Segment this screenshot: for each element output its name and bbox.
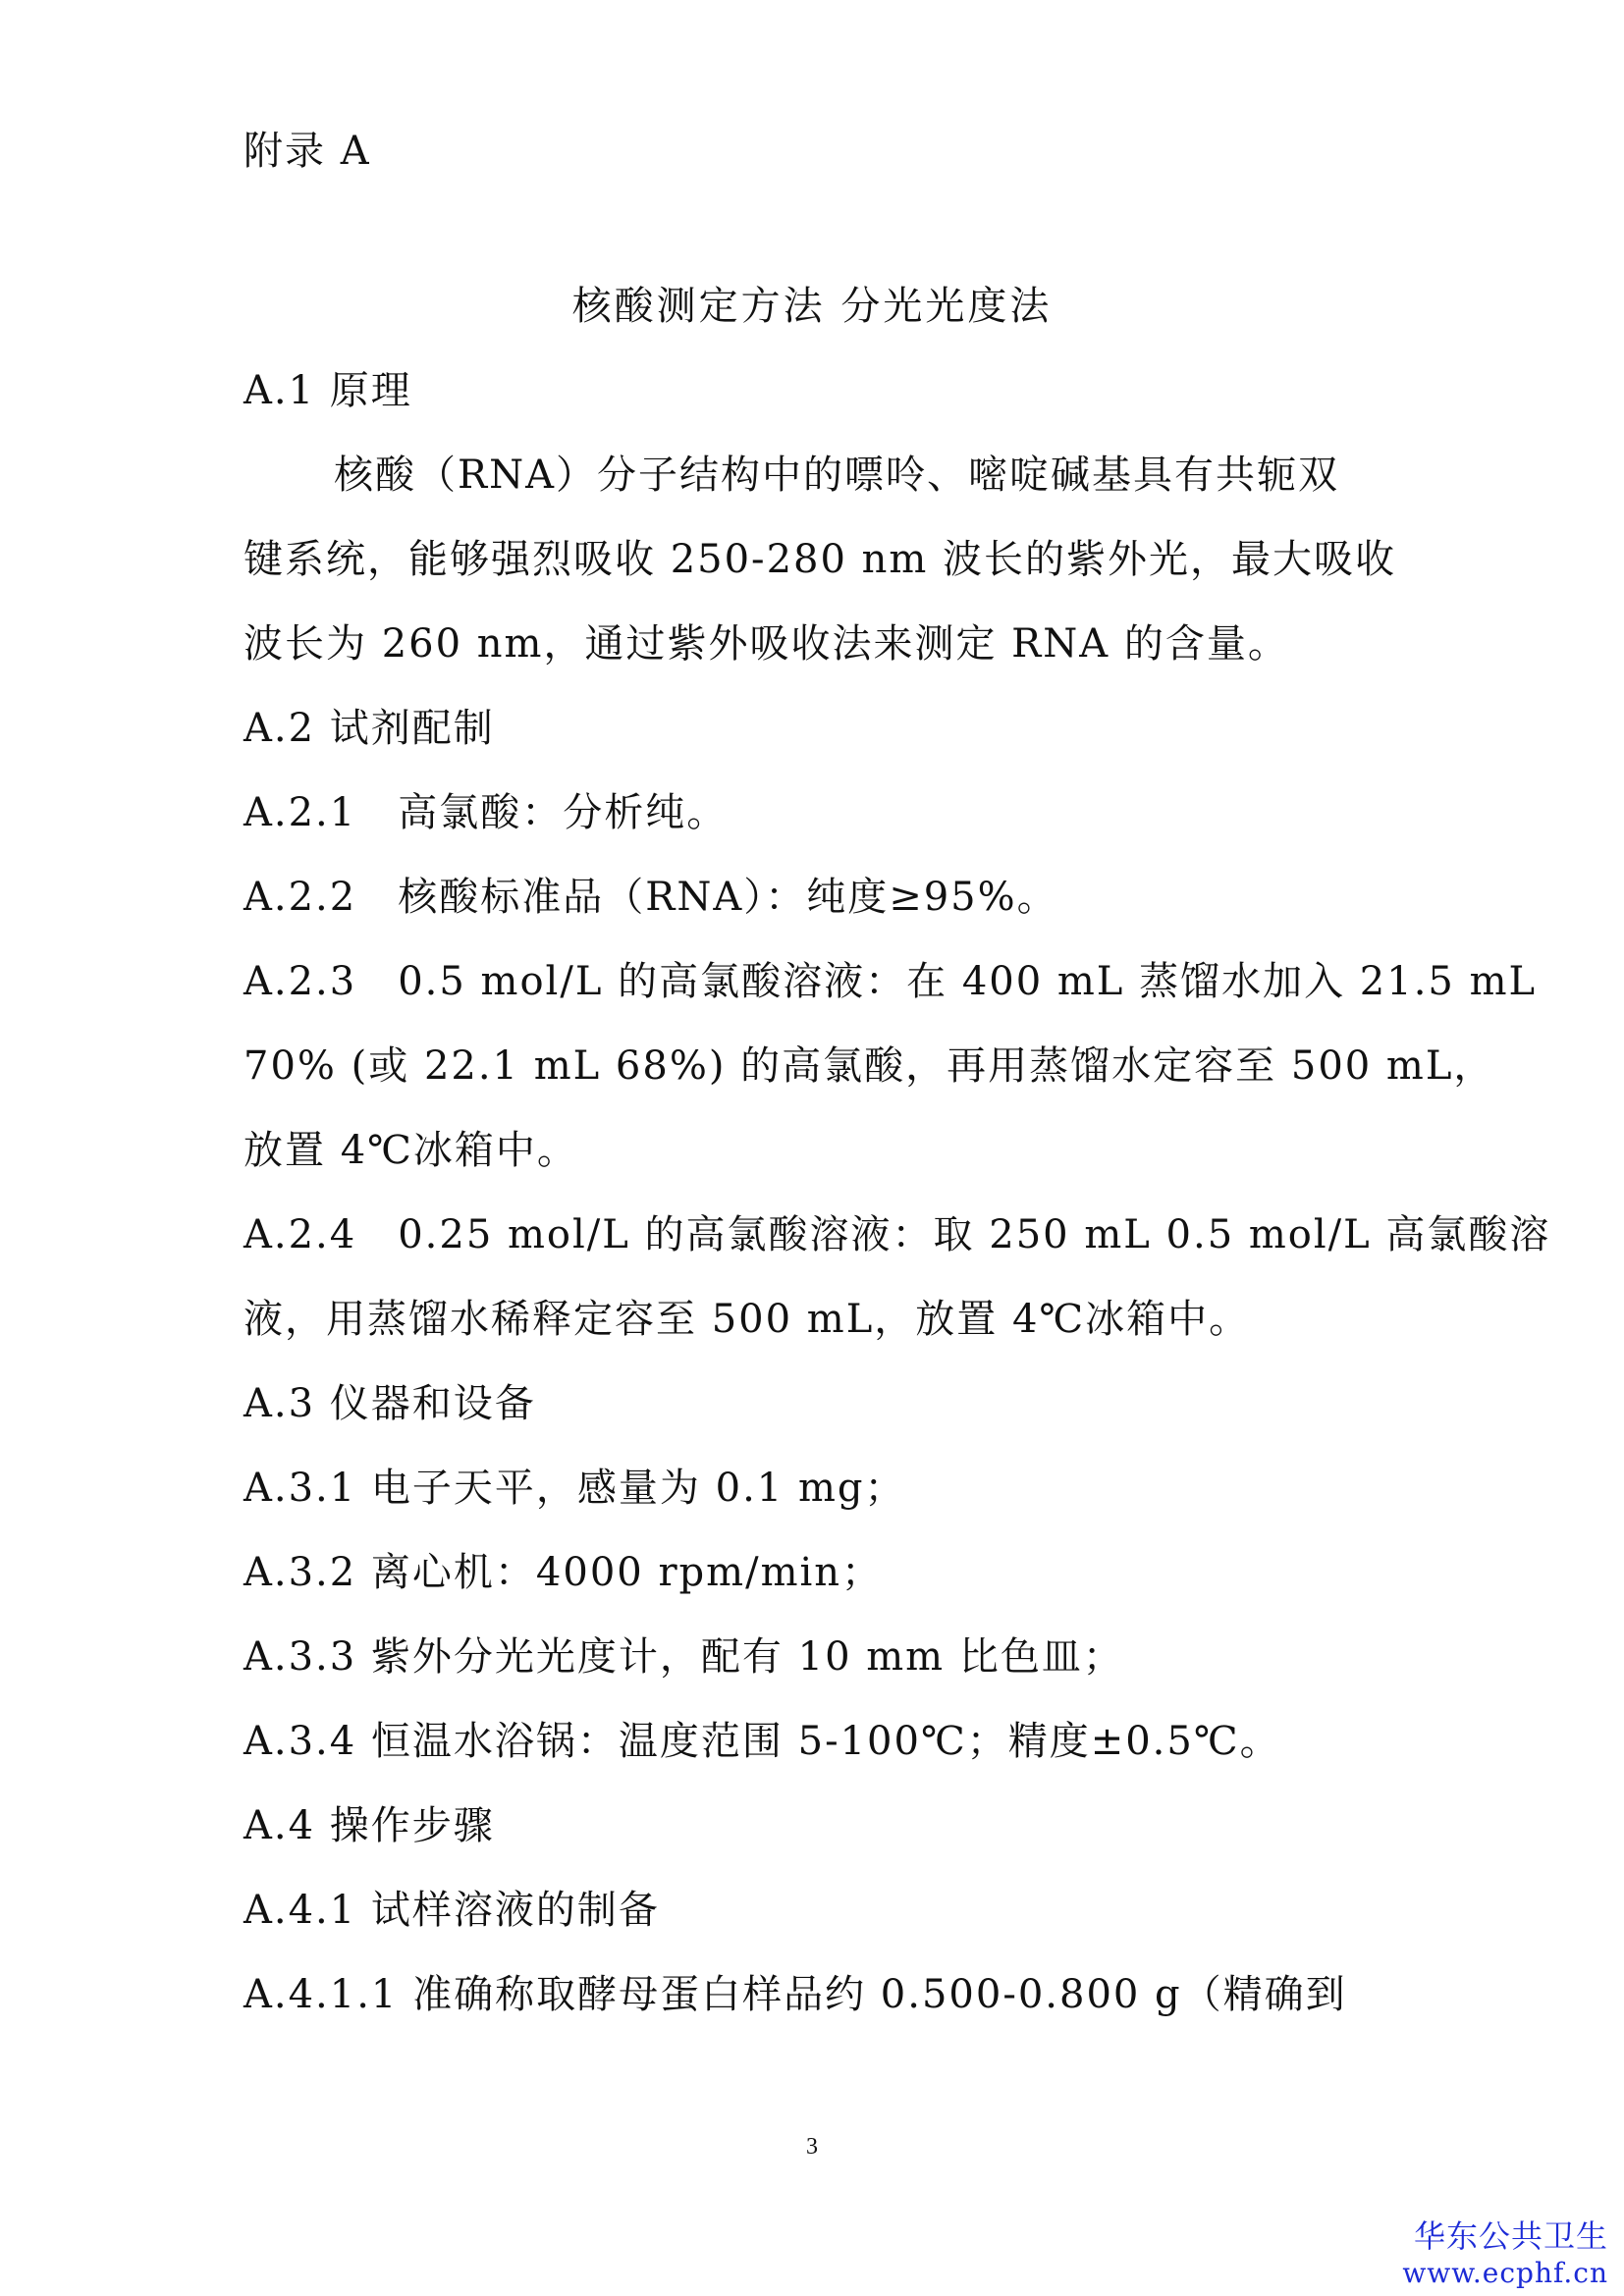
item-a23-line-3: 放置 4℃冰箱中。 [244, 1128, 578, 1173]
paragraph-a1-line-1: 核酸（RNA）分子结构中的嘌呤、嘧啶碱基具有共轭双 [334, 453, 1340, 498]
paragraph-a1-line-3: 波长为 260 nm，通过紫外吸收法来测定 RNA 的含量。 [244, 621, 1289, 667]
item-a24-line-2: 液，用蒸馏水稀释定容至 500 mL，放置 4℃冰箱中。 [244, 1297, 1251, 1342]
item-a32: A.3.2 离心机：4000 rpm/min； [244, 1550, 884, 1595]
section-a3-heading: A.3 仪器和设备 [244, 1381, 536, 1426]
document-title: 核酸测定方法 分光光度法 [571, 284, 1053, 329]
item-a33: A.3.3 紫外分光光度计，配有 10 mm 比色皿； [244, 1634, 1124, 1680]
section-a2-heading: A.2 试剂配制 [244, 706, 495, 751]
watermark-url: www.ecphf.cn [1402, 2257, 1608, 2289]
appendix-label: 附录 A [244, 129, 371, 174]
watermark [1402, 2216, 1608, 2291]
paragraph-a1-line-2: 键系统，能够强烈吸收 250-280 nm 波长的紫外光，最大吸收 [244, 537, 1397, 582]
item-a21: A.2.1 高氯酸：分析纯。 [244, 790, 729, 835]
item-a34: A.3.4 恒温水浴锅：温度范围 5-100℃；精度±0.5℃。 [244, 1719, 1281, 1764]
item-a41: A.4.1 试样溶液的制备 [244, 1888, 660, 1933]
item-a23-line-1: A.2.3 0.5 mol/L 的高氯酸溶液：在 400 mL 蒸馏水加入 21.5 mL [244, 959, 1538, 1004]
item-a31: A.3.1 电子天平，感量为 0.1 mg； [244, 1466, 906, 1511]
watermark-name: 华东公共卫生 [1413, 2217, 1608, 2255]
page-number: 3 [806, 2134, 818, 2160]
section-a1-heading: A.1 原理 [244, 368, 412, 413]
item-a24-line-1: A.2.4 0.25 mol/L 的高氯酸溶液：取 250 mL 0.5 mol/L 高氯酸溶 [244, 1212, 1551, 1257]
item-a23-line-2: 70% (或 22.1 mL 68%) 的高氯酸，再用蒸馏水定容至 500 mL， [244, 1043, 1495, 1089]
item-a22: A.2.2 核酸标准品（RNA）：纯度≥95%。 [244, 875, 1058, 920]
item-a411: A.4.1.1 准确称取酵母蛋白样品约 0.500-0.800 g（精确到 [244, 1972, 1347, 2017]
section-a4-heading: A.4 操作步骤 [244, 1803, 495, 1848]
